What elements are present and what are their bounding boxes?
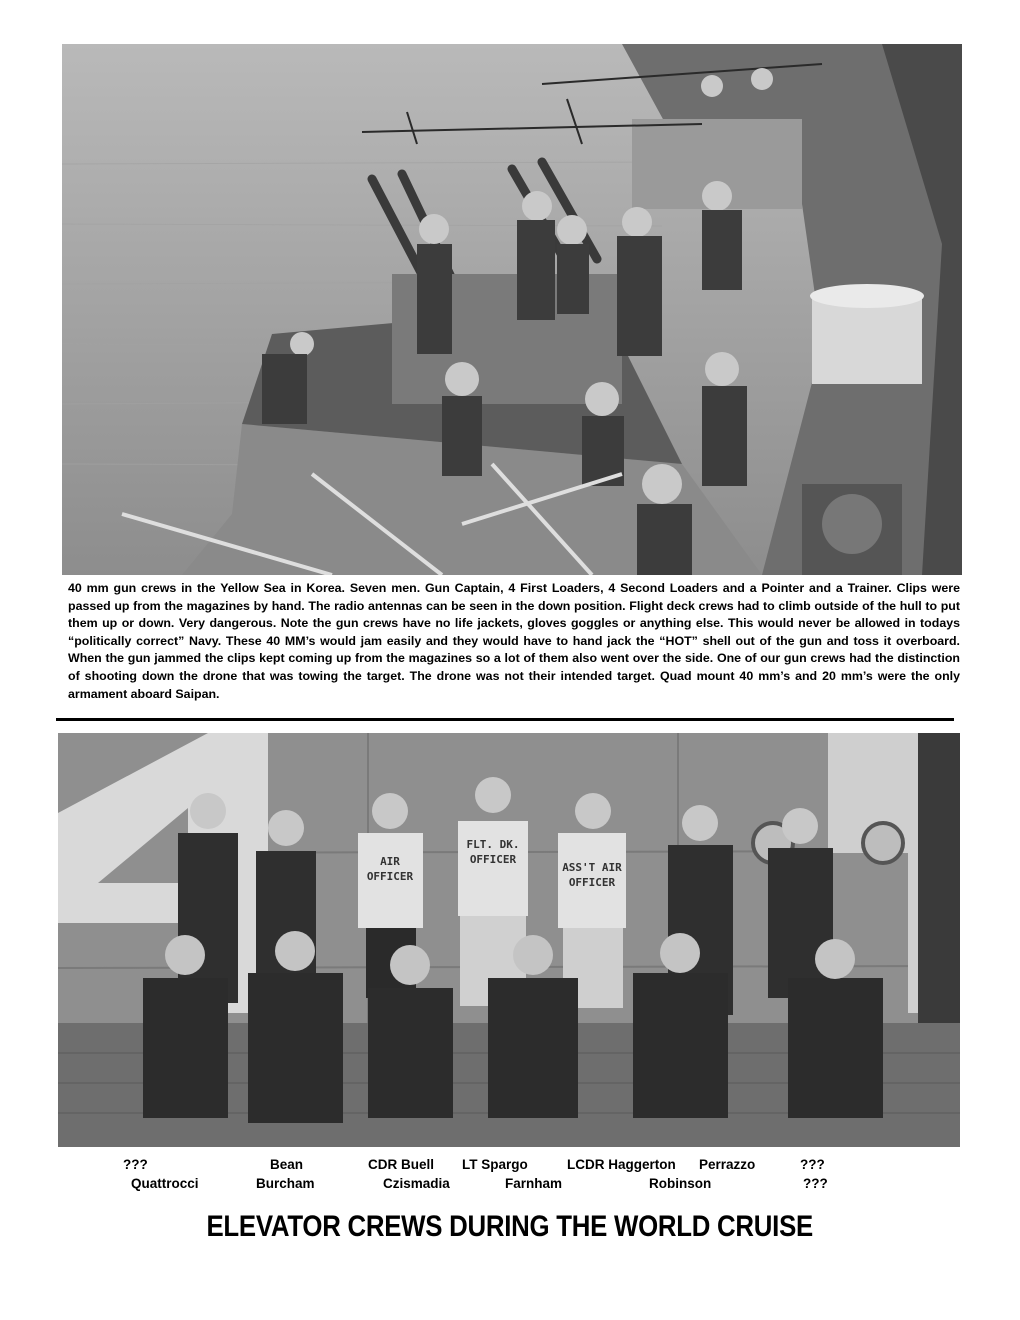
name-row1-4: LT Spargo — [462, 1157, 528, 1172]
shirt-text-asst-air: ASS'T AIR — [562, 861, 622, 874]
name-row2-6: ??? — [803, 1176, 828, 1191]
name-row2-5: Robinson — [649, 1176, 712, 1191]
name-row1-1: ??? — [123, 1157, 148, 1172]
name-row1-3: CDR Buell — [368, 1157, 435, 1172]
name-row1-2: Bean — [270, 1157, 304, 1172]
gun-crew-photo — [62, 44, 962, 575]
shirt-text-flt-dk: FLT. DK. — [466, 838, 520, 851]
section-divider — [56, 718, 954, 721]
name-row2-4: Farnham — [505, 1176, 563, 1191]
name-row1-5: LCDR Haggerton — [567, 1157, 676, 1172]
name-row1-7: ??? — [800, 1157, 825, 1172]
elevator-crew-photo — [58, 733, 960, 1147]
shirt-text-officer-3: OFFICER — [568, 876, 616, 889]
name-row2-1: Quattrocci — [131, 1176, 199, 1191]
name-row1-6: Perrazzo — [699, 1157, 756, 1172]
shirt-text-officer-2: OFFICER — [469, 853, 517, 866]
gun-crew-caption: 40 mm gun crews in the Yellow Sea in Korea. Seven men. Gun Captain, 4 First Loaders, 4 Second Loaders and a Pointer and a Trainer. Clips were passed up from the magazines by hand. The radio antennas can be seen in the down position. Flight deck crews had to climb outside of the hull to put them up or down. Very dangerous. Note the gun crews have no life jackets, gloves goggles or anything else. This would never be allowed in todays “politically correct” Navy. These 40 MM’s would jam easily and they would have to hand jack the “HOT” shell out of the gun and toss it overboard. When the gun jammed the clips kept coming up from the magazines so a lot of them also went over the side. One of our gun crews had the distinction of shooting down the drone that was towing the target. The drone was not their intended target. Quad mount 40 mm’s and 20 mm’s were the only armament aboard Saipan. — [68, 581, 960, 701]
name-row2-3: Czismadia — [383, 1176, 450, 1191]
name-row2-2: Burcham — [256, 1176, 315, 1191]
shirt-text-officer: OFFICER — [366, 870, 414, 883]
shirt-text-air: AIR — [380, 855, 400, 868]
page-title: ELEVATOR CREWS DURING THE WORLD CRUISE — [206, 1210, 813, 1243]
